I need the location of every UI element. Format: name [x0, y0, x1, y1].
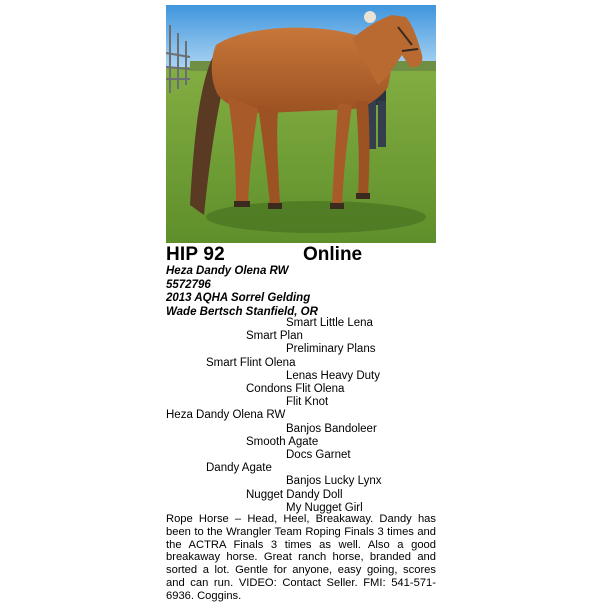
consignor: Wade Bertsch Stanfield, OR [166, 305, 318, 318]
pedigree-entry: Banjos Lucky Lynx [286, 475, 382, 488]
pedigree-entry: Smart Little Lena [286, 317, 373, 329]
sale-status: Online [303, 244, 363, 265]
hip-number: HIP 92 [166, 244, 225, 265]
pedigree-entry: Flit Knot [286, 396, 329, 409]
registration-number: 5572796 [166, 278, 211, 291]
pedigree-entry: Preliminary Plans [286, 343, 376, 356]
pedigree-entry: Dandy Agate [206, 462, 272, 475]
pedigree-entry: Docs Garnet [286, 449, 351, 462]
horse-photo [166, 5, 436, 243]
pedigree-entry: Smooth Agate [246, 435, 319, 448]
horse-name: Heza Dandy Olena RW [166, 265, 289, 277]
sale-listing [166, 0, 436, 600]
pedigree-entry: Heza Dandy Olena RW [166, 409, 286, 422]
horse-info [166, 265, 436, 319]
pedigree-entry: Lenas Heavy Duty [286, 369, 380, 382]
pedigree-entry: My Nugget Girl [286, 501, 363, 514]
horse-description-line: 2013 AQHA Sorrel Gelding [166, 292, 311, 304]
pedigree-entry: Smart Plan [246, 330, 303, 343]
pedigree-entry: Banjos Bandoleer [286, 422, 377, 435]
pedigree [166, 317, 436, 515]
pedigree-entry: Nugget Dandy Doll [246, 488, 343, 501]
pedigree-entry: Smart Flint Olena [206, 356, 296, 369]
hip-header [166, 244, 436, 266]
pedigree-entry: Condons Flit Olena [246, 383, 345, 396]
horse-remarks: Rope Horse – Head, Heel, Breakaway. Dandy has been to the Wrangler Team Roping Finals 3 times and the ACTRA Finals 3 times as well. Also a good breakaway horse. Great ranch horse, branded and sorted a lot. Gentle for anyone, easy going, scores and can run. VIDEO: Contact Seller. FMI: 541-571-6936. Coggins. [166, 513, 436, 602]
